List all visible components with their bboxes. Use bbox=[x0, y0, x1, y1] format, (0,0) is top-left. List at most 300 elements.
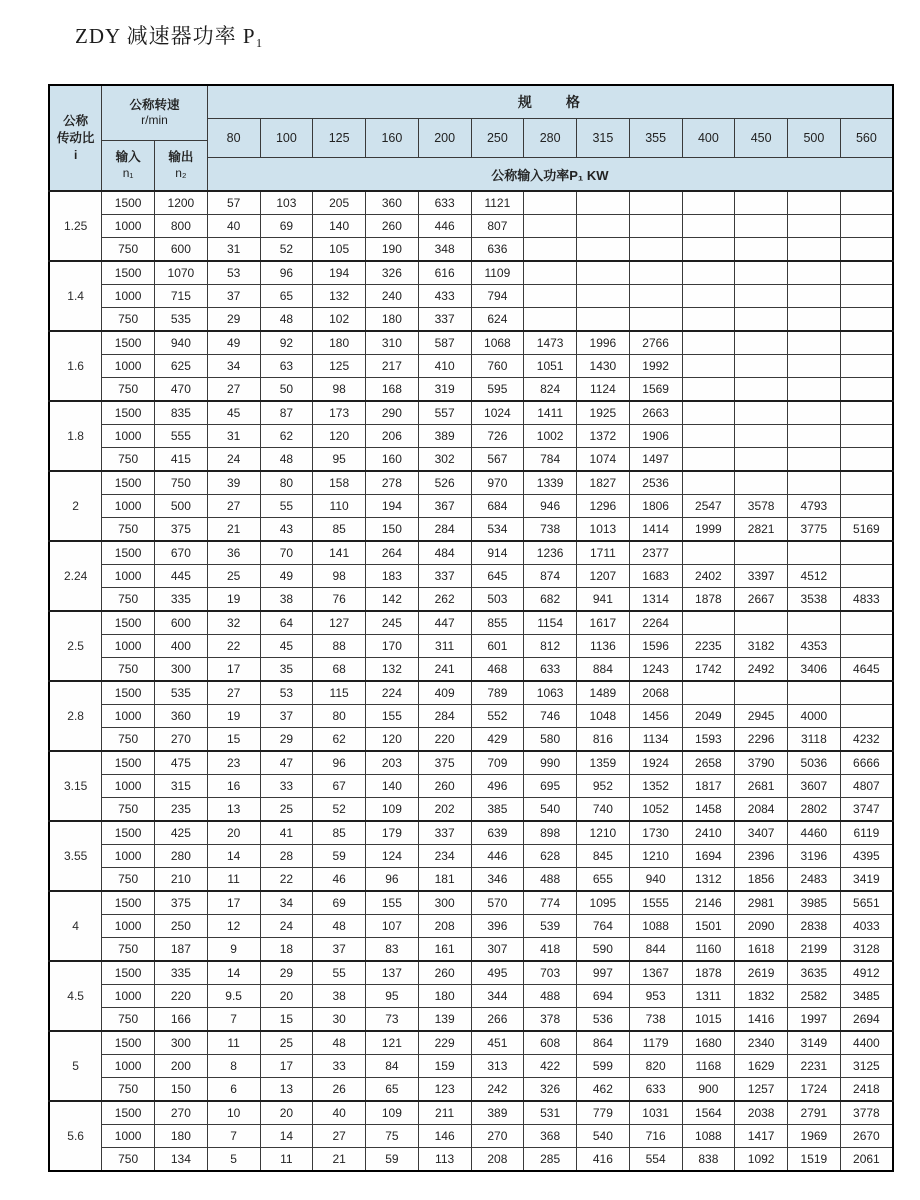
table-row bbox=[49, 215, 893, 238]
table-row bbox=[49, 775, 893, 798]
power-cell: 540 bbox=[577, 1125, 630, 1148]
power-cell: 1617 bbox=[577, 611, 630, 635]
power-cell: 2582 bbox=[788, 985, 841, 1008]
power-cell: 1680 bbox=[682, 1031, 735, 1055]
power-cell: 220 bbox=[418, 728, 471, 752]
power-cell: 107 bbox=[366, 915, 419, 938]
power-cell: 433 bbox=[418, 285, 471, 308]
power-cell: 1311 bbox=[682, 985, 735, 1008]
power-cell: 1856 bbox=[735, 868, 788, 892]
power-cell: 180 bbox=[366, 308, 419, 332]
output-speed-cell: 335 bbox=[155, 961, 208, 985]
power-cell: 4460 bbox=[788, 821, 841, 845]
power-cell: 37 bbox=[313, 938, 366, 962]
power-cell: 24 bbox=[207, 448, 260, 472]
output-speed-cell: 375 bbox=[155, 518, 208, 542]
output-speed-cell: 315 bbox=[155, 775, 208, 798]
power-cell: 410 bbox=[418, 355, 471, 378]
power-cell: 313 bbox=[471, 1055, 524, 1078]
output-speed-label: 输出 bbox=[168, 150, 194, 165]
power-cell-empty bbox=[735, 261, 788, 285]
power-cell-empty bbox=[735, 425, 788, 448]
power-cell: 1339 bbox=[524, 471, 577, 495]
power-cell: 38 bbox=[260, 588, 313, 612]
speed-title: 公称转速 bbox=[129, 98, 180, 113]
table-row bbox=[49, 868, 893, 892]
power-cell: 337 bbox=[418, 821, 471, 845]
power-cell: 1458 bbox=[682, 798, 735, 822]
power-cell: 284 bbox=[418, 518, 471, 542]
power-cell: 50 bbox=[260, 378, 313, 402]
power-cell: 14 bbox=[207, 961, 260, 985]
power-cell-empty bbox=[788, 261, 841, 285]
power-cell: 940 bbox=[629, 868, 682, 892]
power-cell: 150 bbox=[366, 518, 419, 542]
output-speed-cell: 1070 bbox=[155, 261, 208, 285]
power-cell: 570 bbox=[471, 891, 524, 915]
power-cell: 14 bbox=[260, 1125, 313, 1148]
power-cell: 1296 bbox=[577, 495, 630, 518]
power-cell: 385 bbox=[471, 798, 524, 822]
table-row bbox=[49, 915, 893, 938]
power-cell: 146 bbox=[418, 1125, 471, 1148]
power-cell-empty bbox=[840, 308, 893, 332]
power-cell-empty bbox=[788, 471, 841, 495]
ratio-value-cell: 5 bbox=[49, 1031, 102, 1101]
input-speed-cell: 1000 bbox=[102, 915, 155, 938]
speed-header-cell bbox=[102, 85, 208, 191]
power-cell: 1013 bbox=[577, 518, 630, 542]
table-row bbox=[49, 891, 893, 915]
power-cell: 125 bbox=[313, 355, 366, 378]
power-cell: 109 bbox=[366, 798, 419, 822]
power-cell: 1593 bbox=[682, 728, 735, 752]
power-cell: 874 bbox=[524, 565, 577, 588]
power-cell-empty bbox=[682, 238, 735, 262]
input-speed-cell: 1000 bbox=[102, 1055, 155, 1078]
power-cell: 1257 bbox=[735, 1078, 788, 1102]
power-cell: 2547 bbox=[682, 495, 735, 518]
input-speed-cell: 750 bbox=[102, 448, 155, 472]
power-cell-empty bbox=[682, 541, 735, 565]
size-header-cell: 400 bbox=[682, 119, 735, 158]
input-speed-cell: 750 bbox=[102, 518, 155, 542]
power-cell: 4833 bbox=[840, 588, 893, 612]
power-cell: 38 bbox=[313, 985, 366, 1008]
power-cell: 2492 bbox=[735, 658, 788, 682]
power-cell: 2766 bbox=[629, 331, 682, 355]
power-cell: 468 bbox=[471, 658, 524, 682]
power-cell: 205 bbox=[313, 191, 366, 215]
output-speed-cell: 800 bbox=[155, 215, 208, 238]
power-cell: 159 bbox=[418, 1055, 471, 1078]
output-speed-cell: 535 bbox=[155, 308, 208, 332]
power-cell-empty bbox=[577, 191, 630, 215]
ratio-header-symbol: i bbox=[73, 147, 78, 162]
power-cell: 3406 bbox=[788, 658, 841, 682]
power-cell: 217 bbox=[366, 355, 419, 378]
power-cell: 552 bbox=[471, 705, 524, 728]
power-cell: 113 bbox=[418, 1148, 471, 1172]
power-cell: 1473 bbox=[524, 331, 577, 355]
power-cell: 3182 bbox=[735, 635, 788, 658]
power-cell: 46 bbox=[313, 868, 366, 892]
power-cell: 80 bbox=[313, 705, 366, 728]
power-cell: 69 bbox=[260, 215, 313, 238]
power-cell: 64 bbox=[260, 611, 313, 635]
power-cell: 1999 bbox=[682, 518, 735, 542]
power-cell-empty bbox=[840, 215, 893, 238]
power-cell: 33 bbox=[260, 775, 313, 798]
power-cell: 344 bbox=[471, 985, 524, 1008]
power-cell: 2296 bbox=[735, 728, 788, 752]
power-cell: 24 bbox=[260, 915, 313, 938]
power-cell: 864 bbox=[577, 1031, 630, 1055]
power-cell: 4000 bbox=[788, 705, 841, 728]
power-cell: 80 bbox=[260, 471, 313, 495]
power-cell: 124 bbox=[366, 845, 419, 868]
power-cell: 5169 bbox=[840, 518, 893, 542]
power-cell-empty bbox=[788, 448, 841, 472]
power-cell: 260 bbox=[366, 215, 419, 238]
power-cell: 2410 bbox=[682, 821, 735, 845]
power-cell: 10 bbox=[207, 1101, 260, 1125]
power-unit-cell: 公称输入功率P₁ KW bbox=[207, 158, 893, 192]
table-row bbox=[49, 285, 893, 308]
size-header-cell: 500 bbox=[788, 119, 841, 158]
power-cell-empty bbox=[840, 401, 893, 425]
table-row bbox=[49, 355, 893, 378]
table-row bbox=[49, 681, 893, 705]
power-cell-empty bbox=[840, 191, 893, 215]
power-cell-empty bbox=[840, 705, 893, 728]
power-cell: 120 bbox=[313, 425, 366, 448]
power-cell: 194 bbox=[313, 261, 366, 285]
power-cell: 84 bbox=[366, 1055, 419, 1078]
power-cell: 536 bbox=[577, 1008, 630, 1032]
power-cell-empty bbox=[735, 541, 788, 565]
power-cell: 2235 bbox=[682, 635, 735, 658]
table-row bbox=[49, 1008, 893, 1032]
ratio-header-cell bbox=[49, 85, 102, 191]
power-cell: 241 bbox=[418, 658, 471, 682]
power-cell: 3397 bbox=[735, 565, 788, 588]
power-cell: 794 bbox=[471, 285, 524, 308]
output-speed-cell: 375 bbox=[155, 891, 208, 915]
power-cell: 3485 bbox=[840, 985, 893, 1008]
power-cell: 183 bbox=[366, 565, 419, 588]
power-cell: 3118 bbox=[788, 728, 841, 752]
power-cell: 645 bbox=[471, 565, 524, 588]
power-cell: 85 bbox=[313, 518, 366, 542]
input-speed-symbol: n₁ bbox=[122, 165, 134, 180]
power-cell: 1456 bbox=[629, 705, 682, 728]
power-cell: 96 bbox=[260, 261, 313, 285]
input-speed-cell: 1500 bbox=[102, 471, 155, 495]
power-cell: 1414 bbox=[629, 518, 682, 542]
output-speed-cell: 270 bbox=[155, 1101, 208, 1125]
power-cell: 48 bbox=[260, 448, 313, 472]
power-cell: 952 bbox=[577, 775, 630, 798]
input-speed-cell: 1500 bbox=[102, 961, 155, 985]
input-speed-cell: 750 bbox=[102, 238, 155, 262]
power-cell: 2049 bbox=[682, 705, 735, 728]
power-cell: 1092 bbox=[735, 1148, 788, 1172]
power-cell: 898 bbox=[524, 821, 577, 845]
power-cell: 1694 bbox=[682, 845, 735, 868]
output-speed-cell: 425 bbox=[155, 821, 208, 845]
power-cell: 168 bbox=[366, 378, 419, 402]
power-cell-empty bbox=[735, 681, 788, 705]
power-cell: 1992 bbox=[629, 355, 682, 378]
power-cell: 31 bbox=[207, 425, 260, 448]
power-cell-empty bbox=[735, 215, 788, 238]
power-cell: 40 bbox=[207, 215, 260, 238]
output-speed-cell: 270 bbox=[155, 728, 208, 752]
power-cell: 1124 bbox=[577, 378, 630, 402]
ratio-value-cell: 1.4 bbox=[49, 261, 102, 331]
power-cell: 389 bbox=[418, 425, 471, 448]
power-cell: 132 bbox=[313, 285, 366, 308]
size-header-cell: 315 bbox=[577, 119, 630, 158]
power-cell-empty bbox=[577, 215, 630, 238]
power-cell: 29 bbox=[260, 728, 313, 752]
power-cell: 27 bbox=[207, 681, 260, 705]
power-cell: 3578 bbox=[735, 495, 788, 518]
power-cell-empty bbox=[629, 238, 682, 262]
power-cell: 37 bbox=[207, 285, 260, 308]
input-speed-cell: 1500 bbox=[102, 821, 155, 845]
power-cell: 1924 bbox=[629, 751, 682, 775]
page-title: ZDY 减速器功率 P₁ bbox=[75, 24, 264, 48]
size-header-cell: 160 bbox=[366, 119, 419, 158]
power-cell: 1817 bbox=[682, 775, 735, 798]
power-cell: 302 bbox=[418, 448, 471, 472]
power-cell: 311 bbox=[418, 635, 471, 658]
power-cell-empty bbox=[840, 425, 893, 448]
power-cell: 820 bbox=[629, 1055, 682, 1078]
power-cell-empty bbox=[735, 355, 788, 378]
power-cell: 26 bbox=[313, 1078, 366, 1102]
size-header-cell: 100 bbox=[260, 119, 313, 158]
size-header-cell: 250 bbox=[471, 119, 524, 158]
power-cell: 194 bbox=[366, 495, 419, 518]
table-row bbox=[49, 1148, 893, 1172]
power-cell: 816 bbox=[577, 728, 630, 752]
power-cell: 36 bbox=[207, 541, 260, 565]
power-cell-empty bbox=[524, 308, 577, 332]
power-cell: 63 bbox=[260, 355, 313, 378]
power-cell: 55 bbox=[260, 495, 313, 518]
table-row bbox=[49, 425, 893, 448]
power-cell: 389 bbox=[471, 1101, 524, 1125]
power-cell: 378 bbox=[524, 1008, 577, 1032]
output-speed-cell: 180 bbox=[155, 1125, 208, 1148]
power-cell: 53 bbox=[207, 261, 260, 285]
power-cell: 11 bbox=[207, 1031, 260, 1055]
power-cell: 784 bbox=[524, 448, 577, 472]
power-cell: 2068 bbox=[629, 681, 682, 705]
power-cell-empty bbox=[577, 261, 630, 285]
power-cell: 1742 bbox=[682, 658, 735, 682]
input-speed-cell: 1000 bbox=[102, 495, 155, 518]
power-cell-empty bbox=[524, 285, 577, 308]
power-cell-empty bbox=[682, 448, 735, 472]
power-cell: 62 bbox=[260, 425, 313, 448]
size-header-cell: 560 bbox=[840, 119, 893, 158]
size-header-cell: 450 bbox=[735, 119, 788, 158]
power-cell: 682 bbox=[524, 588, 577, 612]
power-cell: 1417 bbox=[735, 1125, 788, 1148]
power-cell: 1207 bbox=[577, 565, 630, 588]
power-cell-empty bbox=[840, 541, 893, 565]
power-cell: 1430 bbox=[577, 355, 630, 378]
power-cell-empty bbox=[840, 285, 893, 308]
power-cell: 1629 bbox=[735, 1055, 788, 1078]
power-cell: 102 bbox=[313, 308, 366, 332]
power-cell: 203 bbox=[366, 751, 419, 775]
power-cell: 1168 bbox=[682, 1055, 735, 1078]
power-cell: 2821 bbox=[735, 518, 788, 542]
power-cell: 539 bbox=[524, 915, 577, 938]
power-cell: 155 bbox=[366, 891, 419, 915]
power-cell: 4232 bbox=[840, 728, 893, 752]
output-speed-cell: 625 bbox=[155, 355, 208, 378]
power-cell: 2791 bbox=[788, 1101, 841, 1125]
input-speed-cell: 1000 bbox=[102, 705, 155, 728]
input-speed-cell: 1000 bbox=[102, 775, 155, 798]
power-cell: 105 bbox=[313, 238, 366, 262]
output-speed-cell: 1200 bbox=[155, 191, 208, 215]
power-cell: 337 bbox=[418, 565, 471, 588]
power-cell: 2802 bbox=[788, 798, 841, 822]
power-cell: 1372 bbox=[577, 425, 630, 448]
power-cell: 245 bbox=[366, 611, 419, 635]
power-cell: 13 bbox=[207, 798, 260, 822]
power-cell: 1730 bbox=[629, 821, 682, 845]
power-cell-empty bbox=[840, 331, 893, 355]
power-cell: 2084 bbox=[735, 798, 788, 822]
power-cell: 284 bbox=[418, 705, 471, 728]
power-cell-empty bbox=[788, 378, 841, 402]
ratio-value-cell: 1.25 bbox=[49, 191, 102, 261]
power-cell-empty bbox=[524, 215, 577, 238]
power-cell: 7 bbox=[207, 1125, 260, 1148]
table-row bbox=[49, 1031, 893, 1055]
power-cell: 446 bbox=[418, 215, 471, 238]
power-cell: 13 bbox=[260, 1078, 313, 1102]
power-cell: 416 bbox=[577, 1148, 630, 1172]
power-cell: 534 bbox=[471, 518, 524, 542]
output-speed-cell: 475 bbox=[155, 751, 208, 775]
output-speed-cell: 235 bbox=[155, 798, 208, 822]
power-cell: 418 bbox=[524, 938, 577, 962]
power-cell: 2418 bbox=[840, 1078, 893, 1102]
power-cell: 1359 bbox=[577, 751, 630, 775]
power-cell: 1878 bbox=[682, 961, 735, 985]
table-row bbox=[49, 938, 893, 962]
power-cell: 326 bbox=[524, 1078, 577, 1102]
output-speed-header bbox=[154, 141, 207, 190]
input-speed-cell: 1000 bbox=[102, 1125, 155, 1148]
table-row bbox=[49, 798, 893, 822]
power-cell: 409 bbox=[418, 681, 471, 705]
power-cell: 526 bbox=[418, 471, 471, 495]
power-cell: 1724 bbox=[788, 1078, 841, 1102]
power-cell-empty bbox=[735, 238, 788, 262]
power-cell: 900 bbox=[682, 1078, 735, 1102]
power-cell: 1314 bbox=[629, 588, 682, 612]
input-speed-header bbox=[102, 141, 154, 190]
ratio-value-cell: 1.6 bbox=[49, 331, 102, 401]
power-cell-empty bbox=[788, 308, 841, 332]
power-cell: 69 bbox=[313, 891, 366, 915]
table-row bbox=[49, 261, 893, 285]
power-cell: 1497 bbox=[629, 448, 682, 472]
output-speed-cell: 400 bbox=[155, 635, 208, 658]
power-cell: 57 bbox=[207, 191, 260, 215]
table-row bbox=[49, 728, 893, 752]
power-cell: 2694 bbox=[840, 1008, 893, 1032]
output-speed-cell: 535 bbox=[155, 681, 208, 705]
power-cell: 32 bbox=[207, 611, 260, 635]
input-speed-cell: 750 bbox=[102, 308, 155, 332]
ratio-value-cell: 3.55 bbox=[49, 821, 102, 891]
power-cell: 49 bbox=[260, 565, 313, 588]
power-cell: 181 bbox=[418, 868, 471, 892]
table-header bbox=[49, 85, 893, 191]
power-cell-empty bbox=[788, 541, 841, 565]
output-speed-cell: 250 bbox=[155, 915, 208, 938]
power-cell: 120 bbox=[366, 728, 419, 752]
input-speed-cell: 750 bbox=[102, 658, 155, 682]
power-cell: 5651 bbox=[840, 891, 893, 915]
power-cell: 1068 bbox=[471, 331, 524, 355]
power-cell: 3775 bbox=[788, 518, 841, 542]
power-cell: 1711 bbox=[577, 541, 630, 565]
power-cell: 6666 bbox=[840, 751, 893, 775]
ratio-header-line1: 公称 bbox=[63, 114, 89, 129]
power-cell: 98 bbox=[313, 378, 366, 402]
power-cell: 595 bbox=[471, 378, 524, 402]
power-cell: 28 bbox=[260, 845, 313, 868]
output-speed-cell: 835 bbox=[155, 401, 208, 425]
output-speed-cell: 280 bbox=[155, 845, 208, 868]
power-cell: 684 bbox=[471, 495, 524, 518]
power-cell: 845 bbox=[577, 845, 630, 868]
power-cell: 155 bbox=[366, 705, 419, 728]
power-cell: 2536 bbox=[629, 471, 682, 495]
power-cell: 496 bbox=[471, 775, 524, 798]
power-cell: 3538 bbox=[788, 588, 841, 612]
power-cell: 695 bbox=[524, 775, 577, 798]
input-speed-cell: 750 bbox=[102, 798, 155, 822]
power-cell: 1154 bbox=[524, 611, 577, 635]
power-cell: 48 bbox=[260, 308, 313, 332]
power-cell: 266 bbox=[471, 1008, 524, 1032]
power-cell: 326 bbox=[366, 261, 419, 285]
power-cell: 812 bbox=[524, 635, 577, 658]
power-cell-empty bbox=[524, 191, 577, 215]
power-cell: 446 bbox=[471, 845, 524, 868]
power-cell: 2838 bbox=[788, 915, 841, 938]
power-cell: 838 bbox=[682, 1148, 735, 1172]
power-cell: 789 bbox=[471, 681, 524, 705]
table-row bbox=[49, 401, 893, 425]
power-cell: 6119 bbox=[840, 821, 893, 845]
power-cell: 115 bbox=[313, 681, 366, 705]
power-cell: 1996 bbox=[577, 331, 630, 355]
